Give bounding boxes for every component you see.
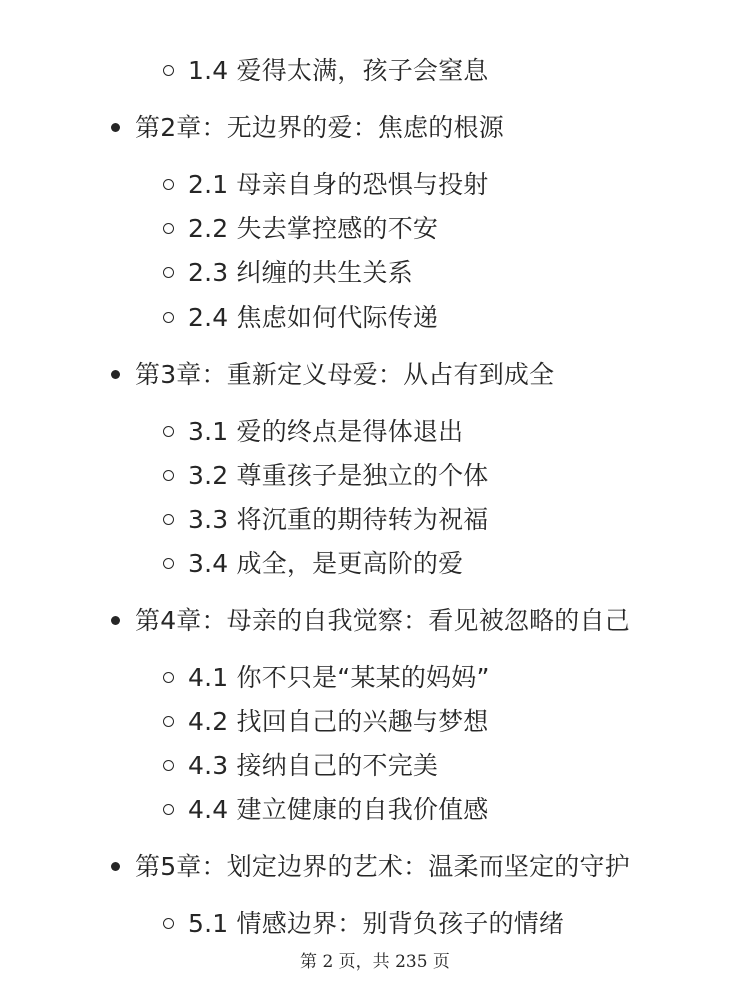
circle-bullet-icon [163, 312, 174, 323]
circle-bullet-icon [163, 716, 174, 727]
toc-section-text: 2.2 失去掌控感的不安 [188, 214, 439, 243]
circle-bullet-icon [163, 267, 174, 278]
disc-bullet-icon [111, 123, 120, 132]
circle-bullet-icon [163, 672, 174, 683]
circle-bullet-icon [163, 918, 174, 929]
disc-bullet-icon [111, 370, 120, 379]
toc-section-text: 2.1 母亲自身的恐惧与投射 [188, 170, 489, 199]
toc-section-text: 3.3 将沉重的期待转为祝福 [188, 505, 489, 534]
toc-section-text: 3.2 尊重孩子是独立的个体 [188, 461, 489, 490]
page-number-footer: 第 2 页，共 235 页 [300, 952, 450, 972]
disc-bullet-icon [111, 616, 120, 625]
circle-bullet-icon [163, 558, 174, 569]
disc-bullet-icon [111, 862, 120, 871]
circle-bullet-icon [163, 223, 174, 234]
toc-section-text: 2.3 纠缠的共生关系 [188, 258, 413, 287]
toc-chapter-text: 第4章：母亲的自我觉察：看见被忽略的自己 [135, 606, 630, 635]
toc-section-text: 2.4 焦虑如何代际传递 [188, 303, 439, 332]
toc-section-text: 4.1 你不只是“某某的妈妈” [188, 663, 490, 692]
circle-bullet-icon [163, 514, 174, 525]
circle-bullet-icon [163, 804, 174, 815]
toc-section-text: 4.4 建立健康的自我价值感 [188, 795, 489, 824]
toc-section-text: 1.4 爱得太满，孩子会窒息 [188, 56, 489, 85]
toc-chapter-text: 第2章：无边界的爱：焦虑的根源 [135, 113, 504, 142]
circle-bullet-icon [163, 65, 174, 76]
circle-bullet-icon [163, 760, 174, 771]
toc-section-text: 4.2 找回自己的兴趣与梦想 [188, 707, 489, 736]
toc-chapter-text: 第3章：重新定义母爱：从占有到成全 [135, 360, 555, 389]
toc-section-text: 3.1 爱的终点是得体退出 [188, 417, 464, 446]
toc-chapter-text: 第5章：划定边界的艺术：温柔而坚定的守护 [135, 852, 630, 881]
toc-section-text: 4.3 接纳自己的不完美 [188, 751, 439, 780]
toc-section-text: 5.1 情感边界：别背负孩子的情绪 [188, 909, 565, 938]
circle-bullet-icon [163, 426, 174, 437]
circle-bullet-icon [163, 470, 174, 481]
circle-bullet-icon [163, 179, 174, 190]
toc-section-text: 3.4 成全，是更高阶的爱 [188, 549, 464, 578]
